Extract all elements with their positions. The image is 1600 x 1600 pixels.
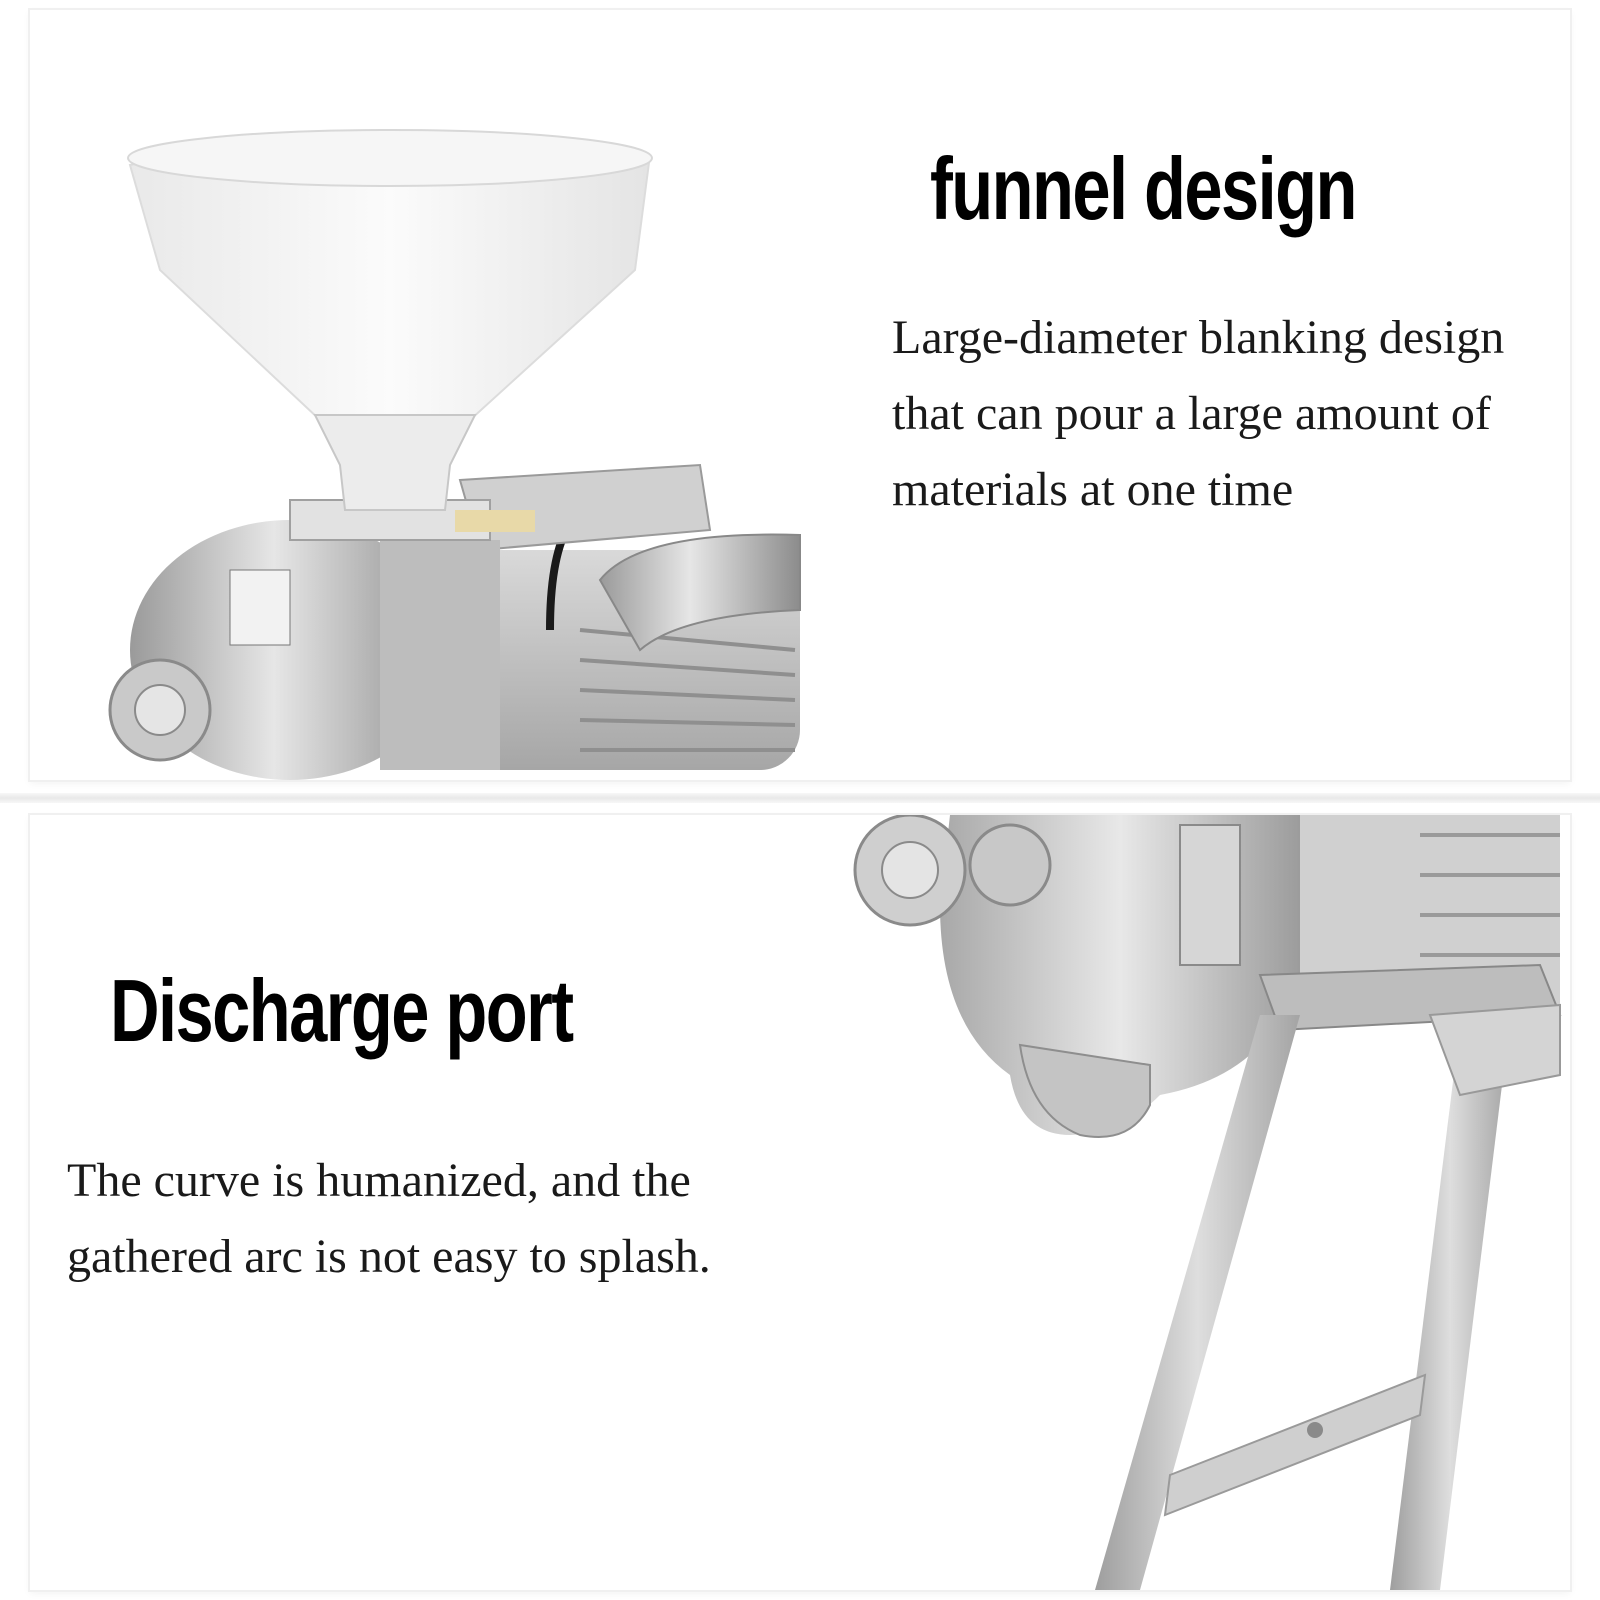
grinder-discharge-port-photo — [820, 815, 1570, 1590]
discharge-port-description: The curve is humanized, and the gathered arc is not easy to splash. — [67, 1154, 711, 1283]
section-divider — [0, 793, 1600, 803]
grinder-funnel-photo — [80, 110, 860, 780]
funnel-design-heading: funnel design — [930, 139, 1356, 238]
discharge-port-heading: Discharge port — [110, 961, 573, 1060]
funnel-design-panel — [30, 10, 1570, 780]
funnel-design-description: Large-diameter blanking design that can pour a large amount of materials at one time — [892, 311, 1505, 516]
discharge-port-panel — [30, 815, 1570, 1590]
